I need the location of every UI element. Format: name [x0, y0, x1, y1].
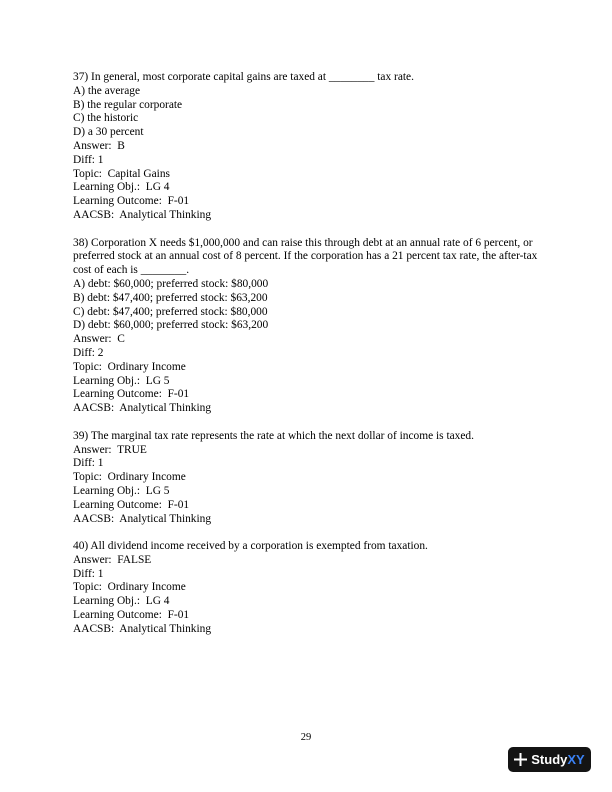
option-a: A) debt: $60,000; preferred stock: $80,000 [73, 277, 269, 290]
learning-outcome: Learning Outcome: F-01 [73, 388, 190, 401]
learning-objective: Learning Obj.: LG 4 [73, 181, 170, 194]
aacsb: AACSB: Analytical Thinking [73, 402, 212, 415]
aacsb: AACSB: Analytical Thinking [73, 622, 212, 635]
aacsb: AACSB: Analytical Thinking [73, 512, 212, 525]
topic: Topic: Ordinary Income [73, 471, 186, 484]
answer: Answer: FALSE [73, 553, 152, 566]
plus-icon [514, 753, 527, 766]
option-b: B) the regular corporate [73, 98, 183, 111]
answer: Answer: B [73, 139, 125, 152]
learning-objective: Learning Obj.: LG 4 [73, 595, 170, 608]
question-prompt: 40) All dividend income received by a corporation is exempted from taxation. [73, 540, 428, 553]
option-b: B) debt: $47,400; preferred stock: $63,200 [73, 291, 268, 304]
difficulty: Diff: 2 [73, 346, 104, 359]
difficulty: Diff: 1 [73, 567, 104, 580]
badge-brand: Study [531, 752, 568, 767]
studyxy-badge[interactable] [508, 747, 591, 772]
question-38 [73, 237, 543, 416]
difficulty: Diff: 1 [73, 153, 104, 166]
question-prompt: 38) Corporation X needs $1,000,000 and can raise this through debt at an annual rate of 6 percent, or preferred stock at an annual cost of 8 percent. If the corporation has a 21 percent tax rate, the after-tax cost of each is ________. [73, 236, 538, 277]
topic: Topic: Ordinary Income [73, 360, 186, 373]
page-number: 29 [300, 732, 312, 743]
question-list [73, 71, 543, 650]
answer: Answer: C [73, 333, 125, 346]
learning-objective: Learning Obj.: LG 5 [73, 374, 170, 387]
badge-brand-accent: XY [567, 752, 585, 767]
option-c: C) debt: $47,400; preferred stock: $80,000 [73, 305, 268, 318]
option-a: A) the average [73, 84, 141, 97]
learning-outcome: Learning Outcome: F-01 [73, 498, 190, 511]
learning-outcome: Learning Outcome: F-01 [73, 609, 190, 622]
learning-objective: Learning Obj.: LG 5 [73, 484, 170, 497]
question-prompt: 39) The marginal tax rate represents the rate at which the next dollar of income is taxed. [73, 429, 474, 442]
answer: Answer: TRUE [73, 443, 147, 456]
option-d: D) a 30 percent [73, 126, 144, 139]
topic: Topic: Ordinary Income [73, 581, 186, 594]
question-40 [73, 540, 543, 637]
option-d: D) debt: $60,000; preferred stock: $63,200 [73, 319, 269, 332]
question-prompt: 37) In general, most corporate capital gains are taxed at ________ tax rate. [73, 71, 414, 83]
question-37 [73, 71, 543, 223]
question-39 [73, 430, 543, 527]
difficulty: Diff: 1 [73, 457, 104, 470]
aacsb: AACSB: Analytical Thinking [73, 208, 212, 221]
option-c: C) the historic [73, 112, 139, 125]
learning-outcome: Learning Outcome: F-01 [73, 195, 190, 208]
topic: Topic: Capital Gains [73, 167, 170, 180]
